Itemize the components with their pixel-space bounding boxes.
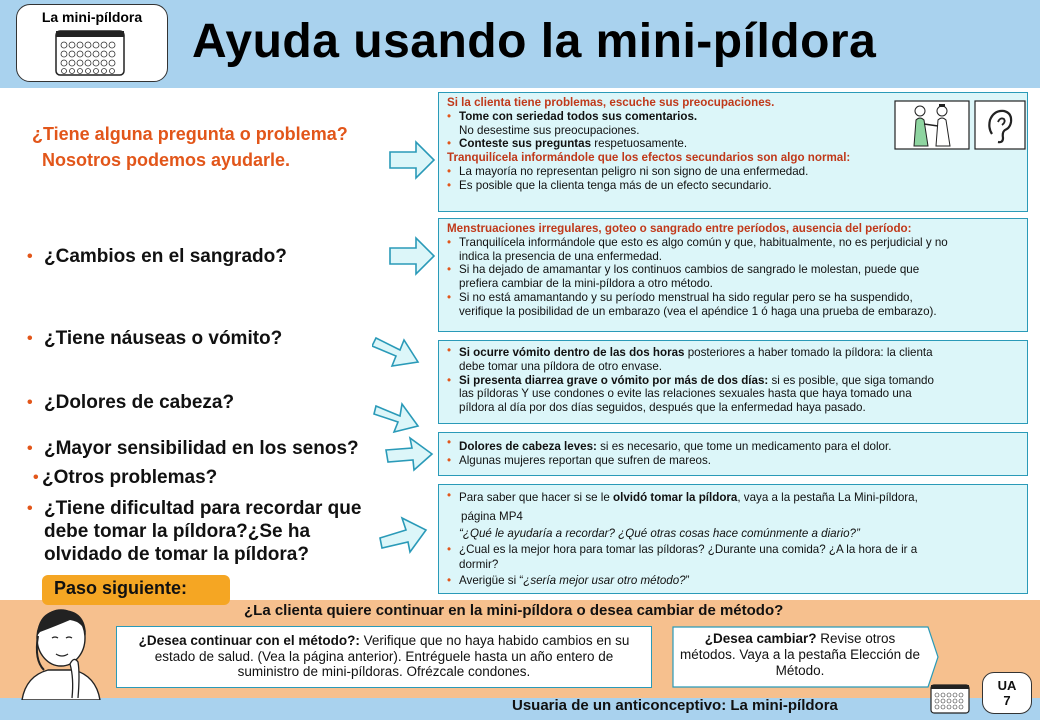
logo-label: La mini-píldora [41,9,143,25]
list-item: • Si ocurre vómito dentro de las dos horas posteriores a haber tomado la píldora: la clienta [447,344,1021,360]
list-item: • Averigüe si “¿sería mejor usar otro método?” [447,573,1021,589]
list-item: • Conteste sus preguntas respetuosamente. [447,137,1021,151]
next-step-label: Paso siguiente: [42,575,230,605]
list-item: • Tranquilícela informándole que esto es algo común y que, habitualmente, no es perjudicial y no [447,236,1021,250]
list-item-cont: las píldoras Y use condones o evite las relaciones sexuales hasta que haya tomado una [459,387,912,401]
intro-help: Nosotros podemos ayudarle. [42,150,291,170]
next-step-question: ¿La clienta quiere continuar en la mini-píldora o desea cambiar de método? [244,602,784,619]
footer-title: Usuaria de un anticonceptivo: La mini-píldora [512,697,838,714]
tab-ua-7[interactable] [982,672,1032,714]
list-item: • Si ha dejado de amamantar y los continuos cambios de sangrado le molestan, puede que [447,263,1021,277]
bullet: • [27,440,33,457]
list-item: • ¿Cual es la mejor hora para tomar las píldoras? ¿Durante una comida? ¿A la hora de ir a [447,542,1021,558]
question-bleeding: ¿Cambios en el sangrado? [44,246,287,267]
list-item-cont: indica la presencia de una enfermedad. [459,249,663,263]
info-box-remember [438,484,1028,594]
list-item-cont: verifique la posibilidad de un embarazo (vea el apéndice 1 ó haga una prueba de embarazo). [459,304,937,318]
change-method-text: ¿Desea cambiar? Revise otros métodos. Vaya a la pestaña Elección de Método. [680,631,920,678]
bullet: • [27,394,33,411]
list-item-cont: No desestime sus preocupaciones. [459,123,640,137]
nurse-client-icon [894,100,970,150]
continue-method-box: ¿Desea continuar con el método?: Verifique que no haya habido cambios en su estado de salud. (Vea la página anterior). Entréguele hasta un año entero de suministro de mini-píldoras. Ofrézcale condones. [116,626,652,688]
question-headache: ¿Dolores de cabeza? [44,392,235,413]
box-header: Menstruaciones irregulares, goteo o sangrado entre períodos, ausencia del período: [447,222,912,235]
arrow-icon [378,514,428,556]
pill-pack-icon [930,684,970,714]
question-breasts: ¿Mayor sensibilidad en los senos? [44,438,359,459]
list-item: • Es posible que la clienta tenga más de un efecto secundario. [447,179,1021,193]
intro-question: ¿Tiene alguna pregunta o problema? [32,124,348,144]
box-header: Si la clienta tiene problemas, escuche sus preocupaciones. [447,96,775,109]
list-item: • La mayoría no representan peligro ni son signo de una enfermedad. [447,165,1021,179]
list-item-cont: píldora al día por dos días seguidos, después que la enfermedad haya pasado. [459,401,866,415]
list-item-cont: dormir? [459,558,499,571]
list-item-cont: prefiera cambiar de la mini-píldora a otro método. [459,277,713,291]
bullet: • [33,469,39,486]
bullet: • [27,248,33,265]
question-other: ¿Otros problemas? [42,467,218,488]
ear-icon [974,100,1026,150]
arrow-icon [372,326,422,372]
question-nausea: ¿Tiene náuseas o vómito? [44,328,283,349]
arrow-icon [384,436,434,476]
box-header: Tranquilícela informándole que los efectos secundarios son algo normal: [447,151,851,165]
question-remember-2: debe tomar la píldora?¿Se ha [44,521,311,542]
question-remember-1: ¿Tiene dificultad para recordar que [44,498,362,519]
list-item: • Dolores de cabeza leves: si es necesario, que tome un medicamento para el dolor. [447,436,1021,454]
info-box-nausea [438,340,1028,424]
page-title: Ayuda usando la mini-píldora [192,15,877,68]
question-remember-3: olvidado de tomar la píldora? [44,544,309,565]
badge-line: UA [997,678,1017,693]
list-item-cont: debe tomar una píldora de otro envase. [459,359,663,373]
info-box-headache [438,432,1028,476]
list-item: • Si presenta diarrea grave o vómito por más de dos días: si es posible, que siga tomando [447,374,1021,388]
arrow-icon [388,236,436,276]
badge-line: 7 [1003,693,1011,708]
tab-link-mp4[interactable]: página MP4 [461,509,523,523]
list-item: • Algunas mujeres reportan que sufren de mareos. [447,454,1021,468]
info-box-bleeding [438,218,1028,332]
bullet: • [27,330,33,347]
list-item: • Para saber que hacer si se le olvidó tomar la píldora, vaya a la pestaña La Mini-píldora, [447,488,1021,506]
list-item: • Si no está amamantando y su período menstrual ha sido regular pero se ha suspendido, [447,291,1021,305]
woman-thinking-icon [4,600,116,700]
list-item-quote: “¿Qué le ayudaría a recordar? ¿Qué otras cosas hace comúnmente a diario?” [459,527,860,540]
tab-mini-pildora[interactable] [16,4,168,82]
list-item: • Tome con seriedad todos sus comentarios. [447,110,1021,124]
arrow-icon [388,140,436,180]
pill-pack-icon [55,29,125,77]
bullet: • [27,500,33,517]
